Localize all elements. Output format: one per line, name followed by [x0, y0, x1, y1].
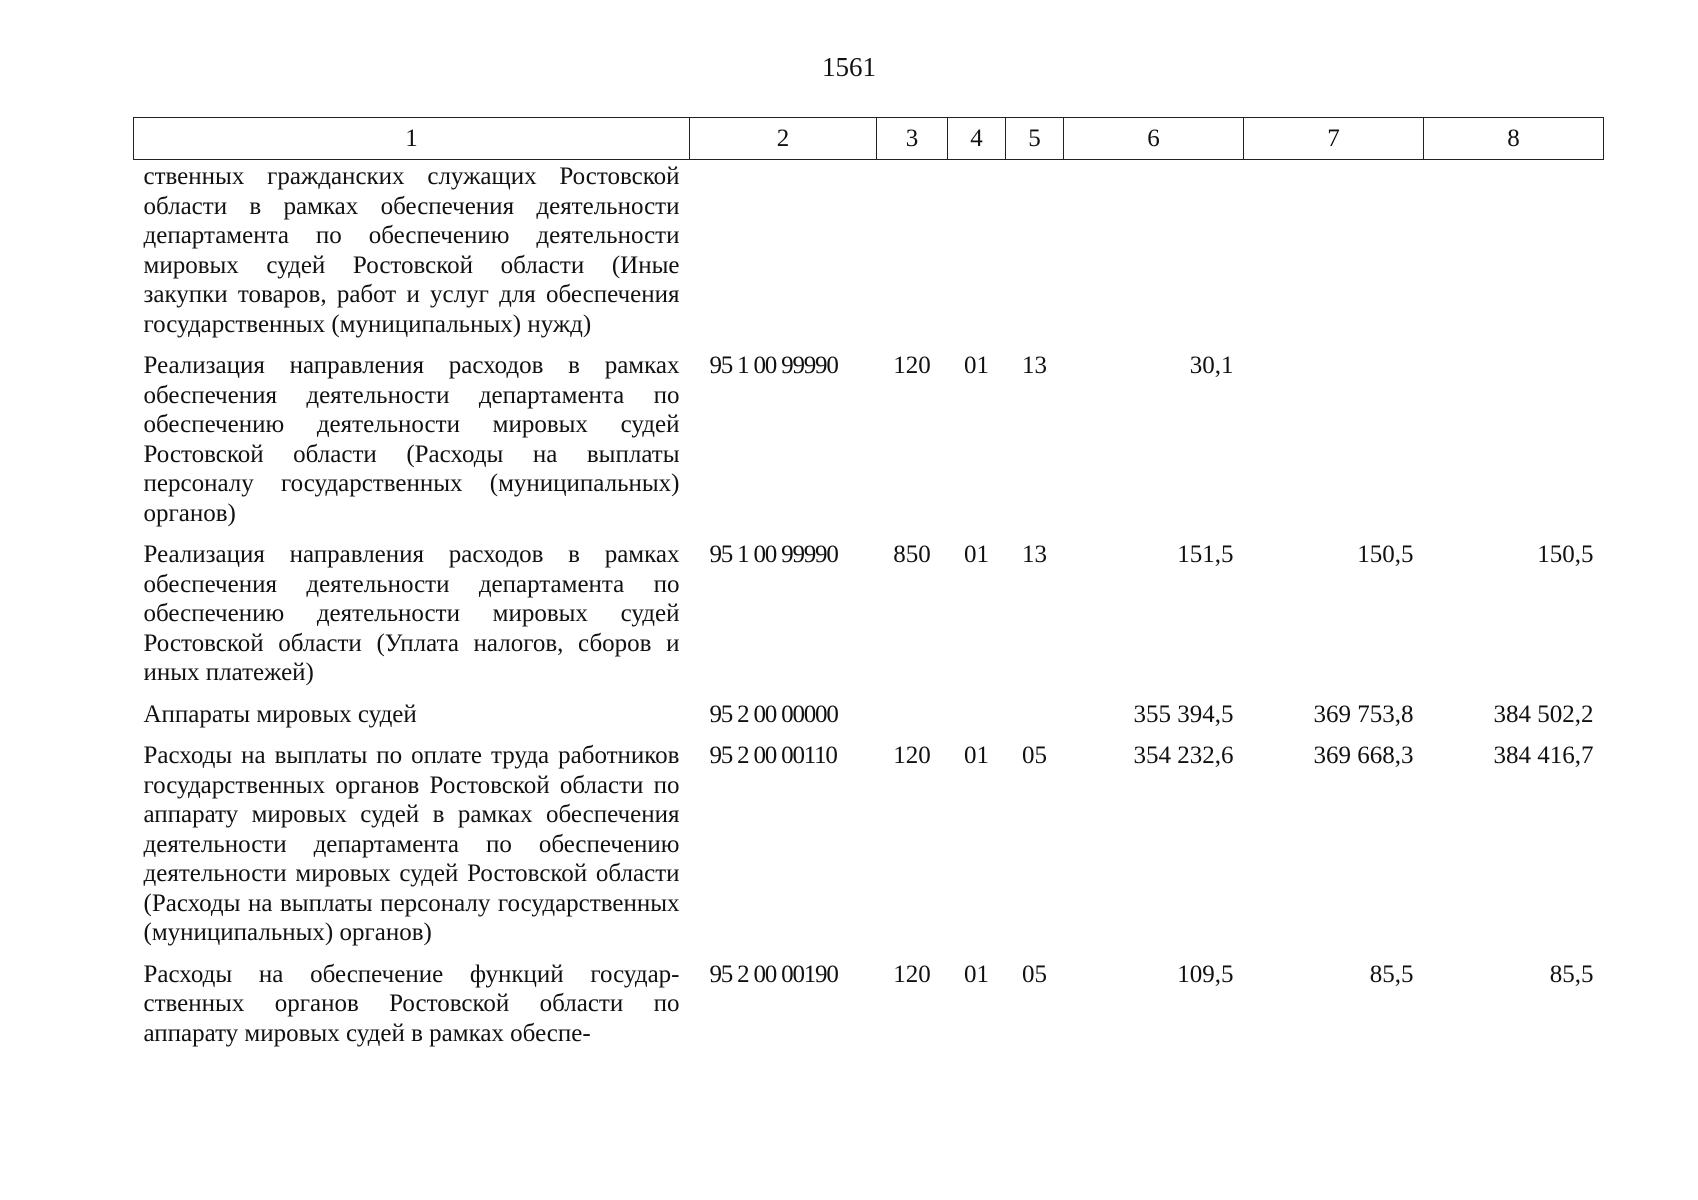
- row-subsection: [1006, 160, 1064, 352]
- row-expense-type: 120: [893, 742, 931, 769]
- table-row: [134, 540, 1604, 700]
- row-name: Аппараты мировых судей: [143, 700, 417, 728]
- row-section: 01: [964, 541, 989, 568]
- row-value-col7: 369 753,8: [1313, 700, 1414, 728]
- row-value-col8: 384 502,2: [1493, 700, 1594, 728]
- row-value-col7: [1244, 351, 1424, 540]
- row-target-code: 95 2 00 00190: [709, 960, 838, 988]
- col-header-4: 4: [948, 118, 1006, 160]
- col-header-5: 5: [1006, 118, 1064, 160]
- row-target-code: 95 1 00 99990: [709, 352, 838, 379]
- row-value-col6: 109,5: [1177, 960, 1234, 988]
- row-target-code: [690, 160, 877, 352]
- row-name: Реализация направления расходов в рамках обеспечения деятельности департамента по обеспечению деятельности мировых судей Ростовской области (Расходы на выплаты персоналу государственных (муниципальных) органов): [143, 352, 680, 527]
- row-value-col6: 30,1: [1189, 352, 1234, 379]
- row-section: 01: [964, 352, 989, 379]
- budget-table: [133, 117, 1604, 1060]
- row-name: Расходы на выплаты по оплате труда работников государственных органов Ростовской области по аппарату мировых судей в рамках обеспечения деятельности департамента по обеспечению деятельности мировых судей Ростовской области (Расходы на выплаты персоналу государственных (муниципальных) органов): [143, 742, 680, 946]
- row-section: 01: [964, 742, 989, 769]
- page-number: 1561: [822, 52, 876, 82]
- row-expense-type: [877, 700, 948, 742]
- col-header-3: 3: [877, 118, 948, 160]
- col-header-7: 7: [1244, 118, 1424, 160]
- row-expense-type: [877, 160, 948, 352]
- table-row: [134, 160, 1604, 352]
- row-value-col7: 85,5: [1369, 960, 1414, 988]
- row-target-code: 95 2 00 00110: [709, 742, 837, 769]
- table-body: [134, 160, 1604, 1061]
- table-row: [134, 700, 1604, 742]
- row-subsection: [1006, 700, 1064, 742]
- table-row: [134, 741, 1604, 960]
- col-header-1: 1: [134, 118, 690, 160]
- row-value-col6: 151,5: [1177, 541, 1234, 568]
- row-expense-type: 850: [893, 541, 931, 568]
- row-value-col7: 369 668,3: [1313, 742, 1414, 769]
- col-header-8: 8: [1424, 118, 1604, 160]
- row-expense-type: 120: [893, 352, 931, 379]
- table-row: [134, 960, 1604, 1061]
- row-subsection: 05: [1022, 960, 1047, 988]
- header-row: [134, 118, 1604, 160]
- row-target-code: 95 2 00 00000: [709, 700, 838, 728]
- row-section: 01: [964, 960, 989, 988]
- row-value-col7: [1244, 160, 1424, 352]
- row-name: Расходы на обеспечение функций государственных органов Ростовской области по аппарату мировых судей в рамках обеспе-: [143, 960, 680, 1047]
- row-value-col8: 384 416,7: [1493, 742, 1594, 769]
- row-subsection: 05: [1022, 742, 1047, 769]
- row-value-col8: [1424, 160, 1604, 352]
- row-name: Реализация направления расходов в рамках обеспечения деятельности департамента по обеспечению деятельности мировых судей Ростовской области (Уплата налогов, сборов и иных платежей): [143, 541, 680, 686]
- row-value-col7: 150,5: [1357, 541, 1414, 568]
- row-value-col8: [1424, 351, 1604, 540]
- row-name: ственных гражданских служащих Ростовской области в рамках обеспечения деятельности департамента по обеспечению деятельности мировых судей Ростовской области (Иные закупки товаров, работ и услуг для обеспечения государственных (муниципальных) нужд): [143, 163, 680, 338]
- row-expense-type: 120: [893, 960, 931, 988]
- col-header-6: 6: [1064, 118, 1244, 160]
- table-header: [134, 118, 1604, 160]
- row-value-col6: 355 394,5: [1133, 700, 1234, 728]
- row-subsection: 13: [1022, 541, 1047, 568]
- row-section: [948, 700, 1006, 742]
- row-target-code: 95 1 00 99990: [709, 541, 838, 568]
- row-value-col6: 354 232,6: [1133, 742, 1234, 769]
- col-header-2: 2: [690, 118, 877, 160]
- row-value-col6: [1064, 160, 1244, 352]
- row-section: [948, 160, 1006, 352]
- table-row: [134, 351, 1604, 540]
- row-subsection: 13: [1022, 352, 1047, 379]
- row-value-col8: 150,5: [1537, 541, 1594, 568]
- row-value-col8: 85,5: [1549, 960, 1594, 988]
